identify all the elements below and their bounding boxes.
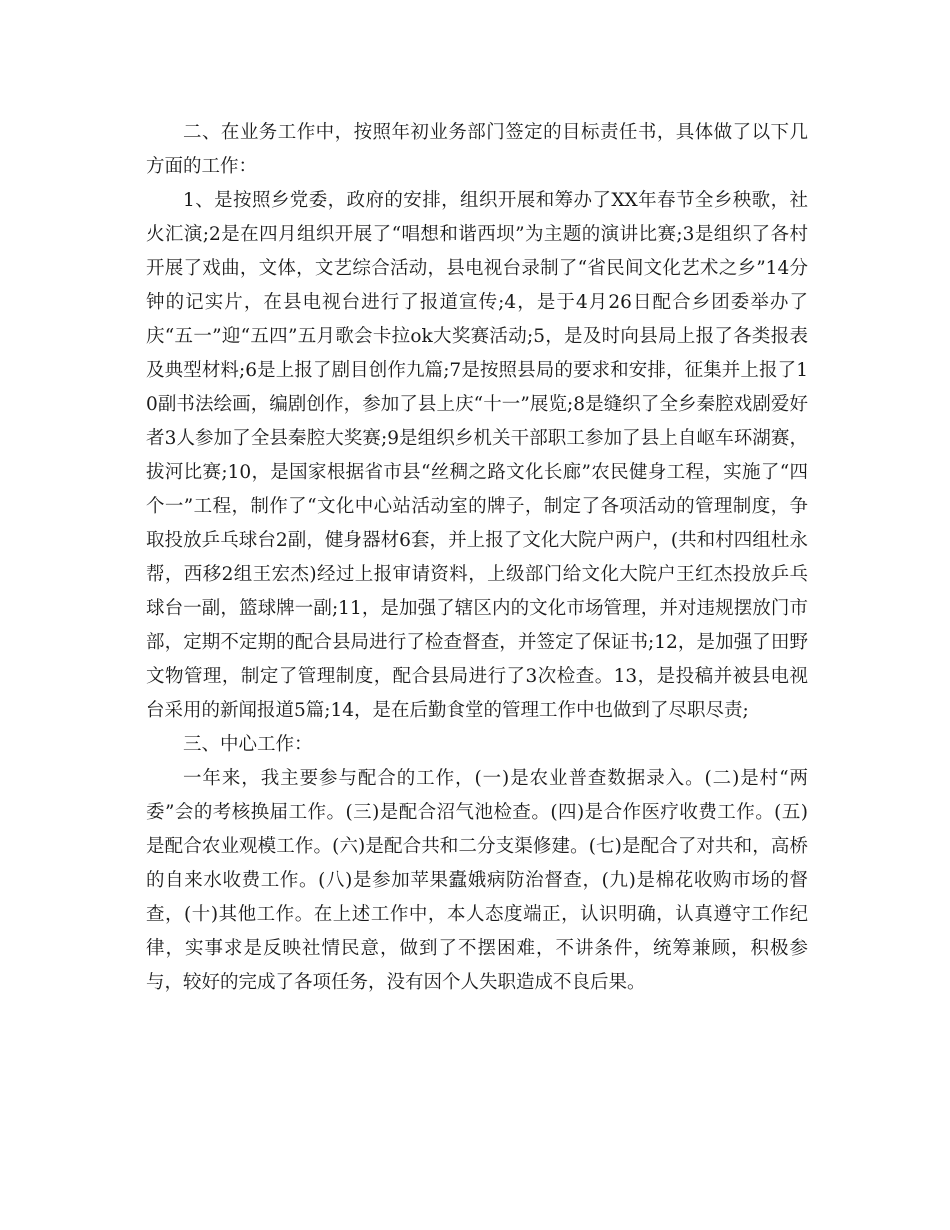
document-body	[146, 116, 808, 1000]
paragraph-central-work-heading: 三、中心工作：	[183, 734, 313, 755]
paragraph-central-work-items: 一年来，我主要参与配合的工作，(一)是农业普查数据录入。(二)是村“两委”会的考核换届工作。(三)是配合沼气池检查。(四)是合作医疗收费工作。(五)是配合农业观模工作。(六)是配合共和二分支渠修建。(七)是配合了对共和，高桥的自来水收费工作。(八)是参加苹果蠹娥病防治督查，(九)是棉花收购市场的督查，(十)其他工作。在上述工作中，本人态度端正，认识明确，认真遵守工作纪律，实事求是反映社情民意，做到了不摆困难，不讲条件，统筹兼顾，积极参与，较好的完成了各项任务，没有因个人失职造成不良后果。	[146, 768, 808, 993]
paragraph-business-work-heading: 二、在业务工作中，按照年初业务部门签定的目标责任书，具体做了以下几方面的工作：	[146, 122, 808, 177]
paragraph-business-work-items: 1、是按照乡党委，政府的安排，组织开展和筹办了XX年春节全乡秧歌，社火汇演;2是在四月组织开展了“唱想和谐西坝”为主题的演讲比赛;3是组织了各村开展了戏曲，文体，文艺综合活动，县电视台录制了“省民间文化艺术之乡”14分钟的记实片，在县电视台进行了报道宣传;4，是于4月26日配合乡团委举办了庆“五一”迎“五四”五月歌会卡拉ok大奖赛活动;5，是及时向县局上报了各类报表及典型材料;6是上报了剧目创作九篇;7是按照县局的要求和安排，征集并上报了10副书法绘画，编剧创作，参加了县上庆“十一”展览;8是缝织了全乡秦腔戏剧爱好者3人参加了全县秦腔大奖赛;9是组织乡机关干部职工参加了县上自岖车环湖赛，拔河比赛;10，是国家根据省市县“丝稠之路文化长廊”农民健身工程，实施了“四个一”工程，制作了“文化中心站活动室的牌子，制定了各项活动的管理制度，争取投放乒乓球台2副，健身器材6套，并上报了文化大院户两户，(共和村四组杜永帮，西移2组王宏杰)经过上报审请资料，上级部门给文化大院户王红杰投放乒乓球台一副，篮球牌一副;11，是加强了辖区内的文化市场管理，并对违规摆放门市部，定期不定期的配合县局进行了检查督查，并签定了保证书;12，是加强了田野文物管理，制定了管理制度，配合县局进行了3次检查。13，是投稿并被县电视台采用的新闻报道5篇;14，是在后勤食堂的管理工作中也做到了尽职尽责;	[146, 190, 808, 721]
